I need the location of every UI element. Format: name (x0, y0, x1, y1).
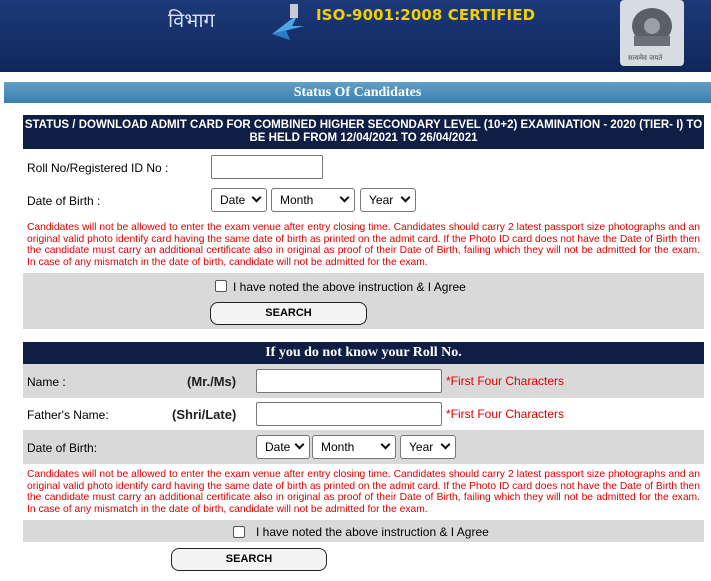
section-title: Status Of Candidates (4, 82, 711, 103)
find-roll-no-panel (23, 342, 704, 574)
department-hindi-text: विभाग (168, 8, 215, 32)
dob-year-value: Year (369, 193, 394, 207)
father-name-label: Father's Name: (27, 408, 109, 422)
dob-year-value: Year (409, 440, 434, 454)
dob-year-select[interactable] (400, 435, 456, 459)
exam-warning-text: Candidates will not be allowed to enter the exam venue after entry closing time. Candidates should carry 2 latest passport size photographs and an original valid photo identify card having the same date of birth as printed on the admit card. If the Photo ID card does not have the Date of Birth then the candidate must carry an additional certificate also in original as proof of their Date of Birth, failing which they will not be admitted for the exam. In case of any mismatch in the date of birth, candidate will not be admitted for the exam. (27, 469, 700, 515)
chevron-down-icon (295, 440, 305, 450)
agree-label: I have noted the above instruction & I Agree (233, 280, 466, 294)
name-input[interactable] (256, 369, 442, 393)
father-name-hint: *First Four Characters (446, 407, 565, 421)
agree-checkbox[interactable] (233, 526, 245, 538)
dob-date-select[interactable] (256, 435, 310, 459)
father-salutation: (Shri/Late) (172, 407, 237, 422)
roll-no-label: Roll No/Registered ID No : (27, 161, 169, 175)
agree-checkbox[interactable] (215, 280, 227, 292)
dob-month-value: Month (280, 193, 314, 207)
chevron-down-icon (381, 440, 391, 450)
dob-year-select[interactable] (360, 188, 416, 212)
name-label: Name : (27, 375, 66, 389)
arrow-emblem-icon (268, 4, 308, 44)
chevron-down-icon (340, 193, 350, 203)
chevron-down-icon (441, 440, 451, 450)
father-name-input[interactable] (256, 402, 442, 426)
find-roll-no-heading: If you do not know your Roll No. (23, 342, 704, 364)
admit-card-panel (23, 115, 704, 329)
header-banner (0, 0, 711, 72)
name-hint: *First Four Characters (446, 374, 565, 388)
dob-date-value: Date (220, 193, 246, 207)
iso-certification-text: ISO-9001:2008 CERTIFIED (316, 6, 536, 24)
chevron-down-icon (252, 193, 262, 203)
dob-date-value: Date (265, 440, 291, 454)
dob-month-select[interactable] (312, 435, 396, 459)
name-salutation: (Mr./Ms) (187, 374, 237, 389)
roll-no-input[interactable] (211, 155, 323, 179)
agree-label: I have noted the above instruction & I Agree (256, 525, 489, 539)
dob-date-select[interactable] (211, 188, 267, 212)
dob-label: Date of Birth : (27, 194, 101, 208)
search-button[interactable]: SEARCH (171, 548, 327, 571)
dob-month-select[interactable] (271, 188, 355, 212)
dob-month-value: Month (321, 440, 355, 454)
search-button[interactable]: SEARCH (210, 302, 367, 325)
dob-label: Date of Birth: (27, 441, 98, 455)
exam-warning-text: Candidates will not be allowed to enter the exam venue after entry closing time. Candidates should carry 2 latest passport size photographs and an original valid photo identify card having the same date of birth as printed on the admit card. If the Photo ID card does not have the Date of Birth then the candidate must carry an additional certificate also in original as proof of their Date of Birth, failing which they will not be admitted for the exam. In case of any mismatch in the date of birth, candidate will not be admitted for the exam. (27, 222, 700, 268)
chevron-down-icon (401, 193, 411, 203)
admit-card-heading: STATUS / DOWNLOAD ADMIT CARD FOR COMBINED HIGHER SECONDARY LEVEL (10+2) EXAMINATION - 2020 (TIER- I) TO BE HELD FROM 12/04/2021 TO 26/04/2021 (23, 115, 704, 149)
emblem-caption: सत्यमेव जयते (628, 54, 663, 62)
